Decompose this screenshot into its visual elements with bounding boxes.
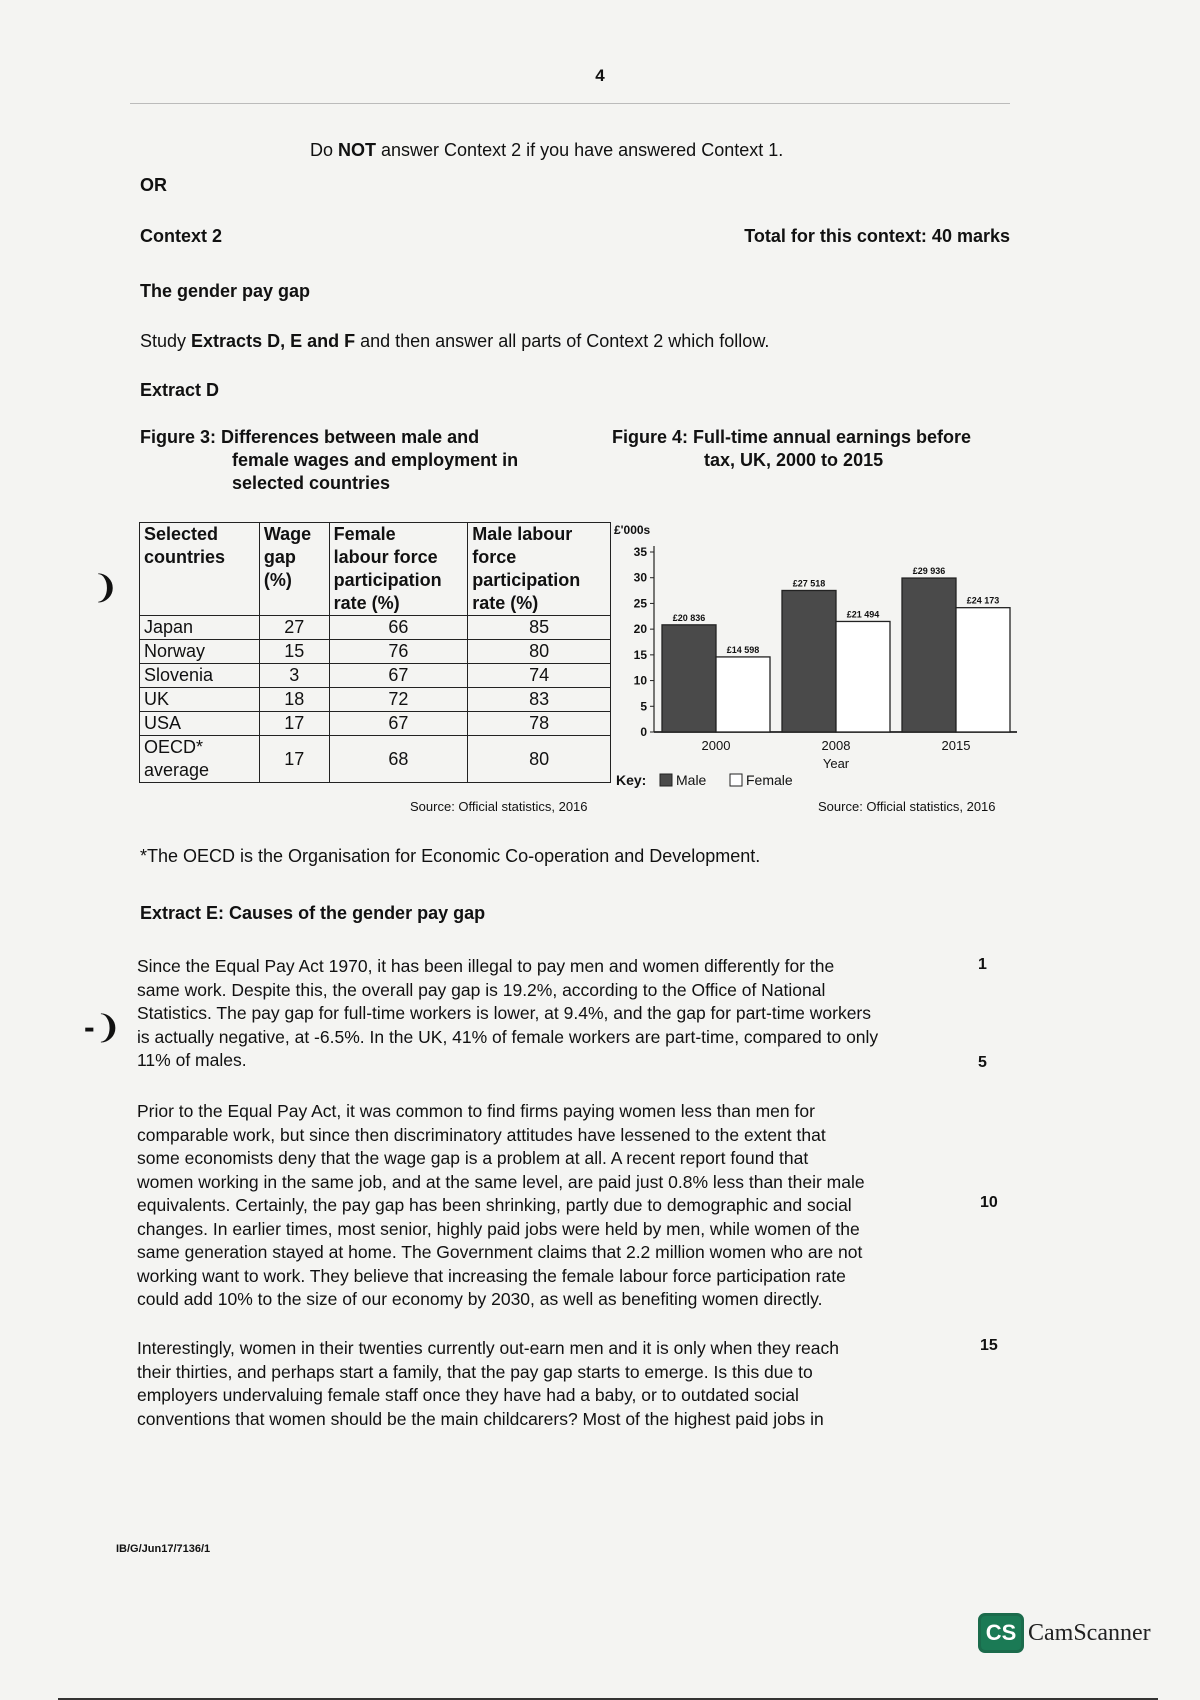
margin-mark: -❩ [84,1009,122,1045]
header-male-line: participation [472,570,581,590]
cell-country: Norway [140,640,260,664]
cell-wage: 17 [259,736,329,783]
cell-female: 76 [329,640,468,664]
header-wage-line: (%) [263,570,292,590]
paragraph-line: same generation stayed at home. The Government claims that 2.2 million women who are not [137,1242,863,1262]
data-label: £14 598 [726,644,760,655]
figure4-caption [612,426,1012,472]
extract-d-heading: Extract D [140,380,220,400]
legend-label-female: Female [746,772,793,788]
header-country [140,523,260,616]
table-row [140,664,611,688]
paragraph-line: conventions that women should be the main childcarers? Most of the highest paid jobs in [137,1408,824,1429]
cell-wage: 18 [259,688,329,712]
page-number: 4 [595,66,605,85]
header-male-line: rate (%) [472,593,539,613]
bar-female [956,608,1010,732]
paragraph-2 [137,1100,977,1312]
context-title: Context 2 [140,226,223,246]
cell-wage: 3 [259,664,329,688]
y-tick-label: 0 [640,725,647,739]
figure3-line2: female wages and employment in [232,450,519,470]
cell-male: 83 [468,688,611,712]
cell-female: 67 [329,664,468,688]
paragraph-3 [137,1337,977,1431]
cell-female: 68 [329,736,468,783]
table-row-oecd [140,736,611,783]
cell-female: 67 [329,712,468,736]
figure4-label: Figure 4: [612,427,689,447]
bar-female [716,657,770,732]
study-post: and then answer all parts of Context 2 which follow. [355,331,770,351]
footer-code: IB/G/Jun17/7136/1 [116,1543,211,1555]
header-country-line: Selected [144,524,219,544]
header-male-rate [468,523,611,616]
paragraph-line: employers undervaluing female staff once they have had a baby, or to outdated social [137,1385,799,1405]
line-number-5: 5 [978,1054,987,1071]
table-row [140,712,611,736]
instruction-pre: Do [310,140,339,160]
cell-male: 78 [468,712,611,736]
camscanner-name: CamScanner [1028,1619,1151,1646]
cell-male: 80 [468,640,611,664]
header-female-line: labour force [333,547,438,567]
cell-country [140,736,260,783]
cell-male: 85 [468,616,611,640]
figure3-caption [140,426,580,495]
data-label: £29 936 [912,566,946,577]
study-pre: Study [140,331,192,351]
data-label: £21 494 [846,609,880,620]
bar-male [782,590,836,732]
paragraph-line: Interestingly, women in their twenties currently out-earn men and it is only when they reach [137,1338,839,1358]
paragraph-line: comparable work, but since then discriminatory attitudes have lessened to the extent that [137,1124,826,1145]
oecd-average-label: average [144,760,210,780]
legend-swatch-male [660,774,672,786]
study-instruction [140,331,769,352]
bar-female [836,621,890,732]
cell-male: 80 [468,736,611,783]
instruction-not: NOT [338,140,377,160]
bar-male [662,625,716,732]
header-female-rate [329,523,468,616]
legend-swatch-female [730,774,742,786]
header-female-line: Female [333,524,396,544]
line-number-10: 10 [980,1194,998,1211]
figure3-label: Figure 3: [140,427,217,447]
x-tick-label: 2008 [821,738,851,753]
y-tick-label: 30 [633,570,647,585]
header-female-line: participation [333,570,442,590]
paragraph-line: some economists deny that the wage gap is a problem at all. A recent report found that [137,1148,809,1168]
x-tick-label: 2000 [701,738,731,753]
paragraph-line: working want to work. They believe that increasing the female labour force participation rate [137,1265,846,1286]
cell-country: Slovenia [140,664,260,688]
header-wage-line: Wage [263,524,312,544]
table-row [140,616,611,640]
camscanner-watermark [978,1613,1151,1653]
cell-female: 66 [329,616,468,640]
header-wage-gap [259,523,329,616]
header-country-line: countries [144,547,226,567]
section-title: The gender pay gap [140,281,311,301]
figure3-line3: selected countries [232,473,391,493]
instruction-line [310,140,783,161]
y-tick-label: 15 [633,647,647,662]
header-wage-line: gap [263,547,296,567]
cell-wage: 27 [259,616,329,640]
paragraph-line: 11% of males. [137,1050,247,1070]
cell-country: Japan [140,616,260,640]
figure4-source: Source: Official statistics, 2016 [818,799,996,814]
paragraph-line: could add 10% to the size of our economy by 2030, as well as benefiting women directly. [137,1289,823,1309]
paragraph-1 [137,955,977,1073]
figure3-line1: Differences between male and [216,427,480,447]
figure4-chart [612,522,1022,797]
cell-wage: 17 [259,712,329,736]
y-tick-label: 35 [633,545,647,559]
oecd-footnote: *The OECD is the Organisation for Economic Co-operation and Development. [140,846,761,866]
cell-country: USA [140,712,260,736]
paragraph-line: women working in the same job, and at the same level, are paid just 0.8% less than their male [137,1171,865,1192]
camscanner-logo: CS [978,1613,1024,1653]
data-label: £27 518 [792,578,826,589]
cell-country: UK [140,688,260,712]
or-label: OR [140,175,167,195]
cell-wage: 15 [259,640,329,664]
y-tick-label: 10 [633,673,647,688]
header-male-line: Male labour [472,524,573,544]
study-extracts: Extracts D, E and F [191,331,356,351]
paragraph-line: Statistics. The pay gap for full-time workers is lower, at 9.4%, and the gap for part-time workers [137,1003,872,1023]
y-tick-label: 25 [633,596,647,611]
paragraph-line: their thirties, and perhaps start a family, that the pay gap starts to emerge. Is this due to [137,1361,813,1382]
figure4-line1: Full-time annual earnings before [688,427,972,447]
figure4-line2: tax, UK, 2000 to 2015 [704,450,884,470]
header-female-line: rate (%) [333,593,400,613]
figure3-table [139,522,611,783]
y-tick-label: 5 [640,699,647,714]
bar-male [902,578,956,732]
x-axis-label: Year [822,756,850,771]
data-label: £20 836 [672,612,706,623]
paragraph-line: equivalents. Certainly, the pay gap has been shrinking, partly due to demographic and social [137,1195,852,1215]
y-axis-label: £'000s [614,523,651,537]
oecd-label: OECD* [144,737,204,757]
instruction-post: answer Context 2 if you have answered Context 1. [376,140,784,160]
header-male-line: force [472,547,517,567]
line-number-1: 1 [978,956,987,973]
paragraph-line: changes. In earlier times, most senior, highly paid jobs were held by men, while women of the [137,1218,860,1239]
y-tick-label: 20 [633,622,647,637]
figure3-source: Source: Official statistics, 2016 [410,799,588,814]
legend-label-male: Male [676,772,707,788]
table-row [140,688,611,712]
extract-e-heading: Extract E: Causes of the gender pay gap [140,903,486,923]
header-rule [130,103,1010,104]
paragraph-line: Since the Equal Pay Act 1970, it has been illegal to pay men and women differently for the [137,956,835,976]
legend-key-label: Key: [616,772,647,788]
total-marks: Total for this context: 40 marks [744,226,1010,246]
paragraph-line: is actually negative, at -6.5%. In the UK, 41% of female workers are part-time, compared to only [137,1026,879,1047]
table-header-row [140,523,611,616]
table-row [140,640,611,664]
margin-mark: ❩ [92,569,119,605]
paragraph-line: same work. Despite this, the overall pay gap is 19.2%, according to the Office of National [137,979,826,1000]
cell-female: 72 [329,688,468,712]
line-number-15: 15 [980,1337,998,1354]
cell-male: 74 [468,664,611,688]
paragraph-line: Prior to the Equal Pay Act, it was common to find firms paying women less than men for [137,1101,815,1121]
x-tick-label: 2015 [941,738,971,753]
data-label: £24 173 [966,595,1000,606]
